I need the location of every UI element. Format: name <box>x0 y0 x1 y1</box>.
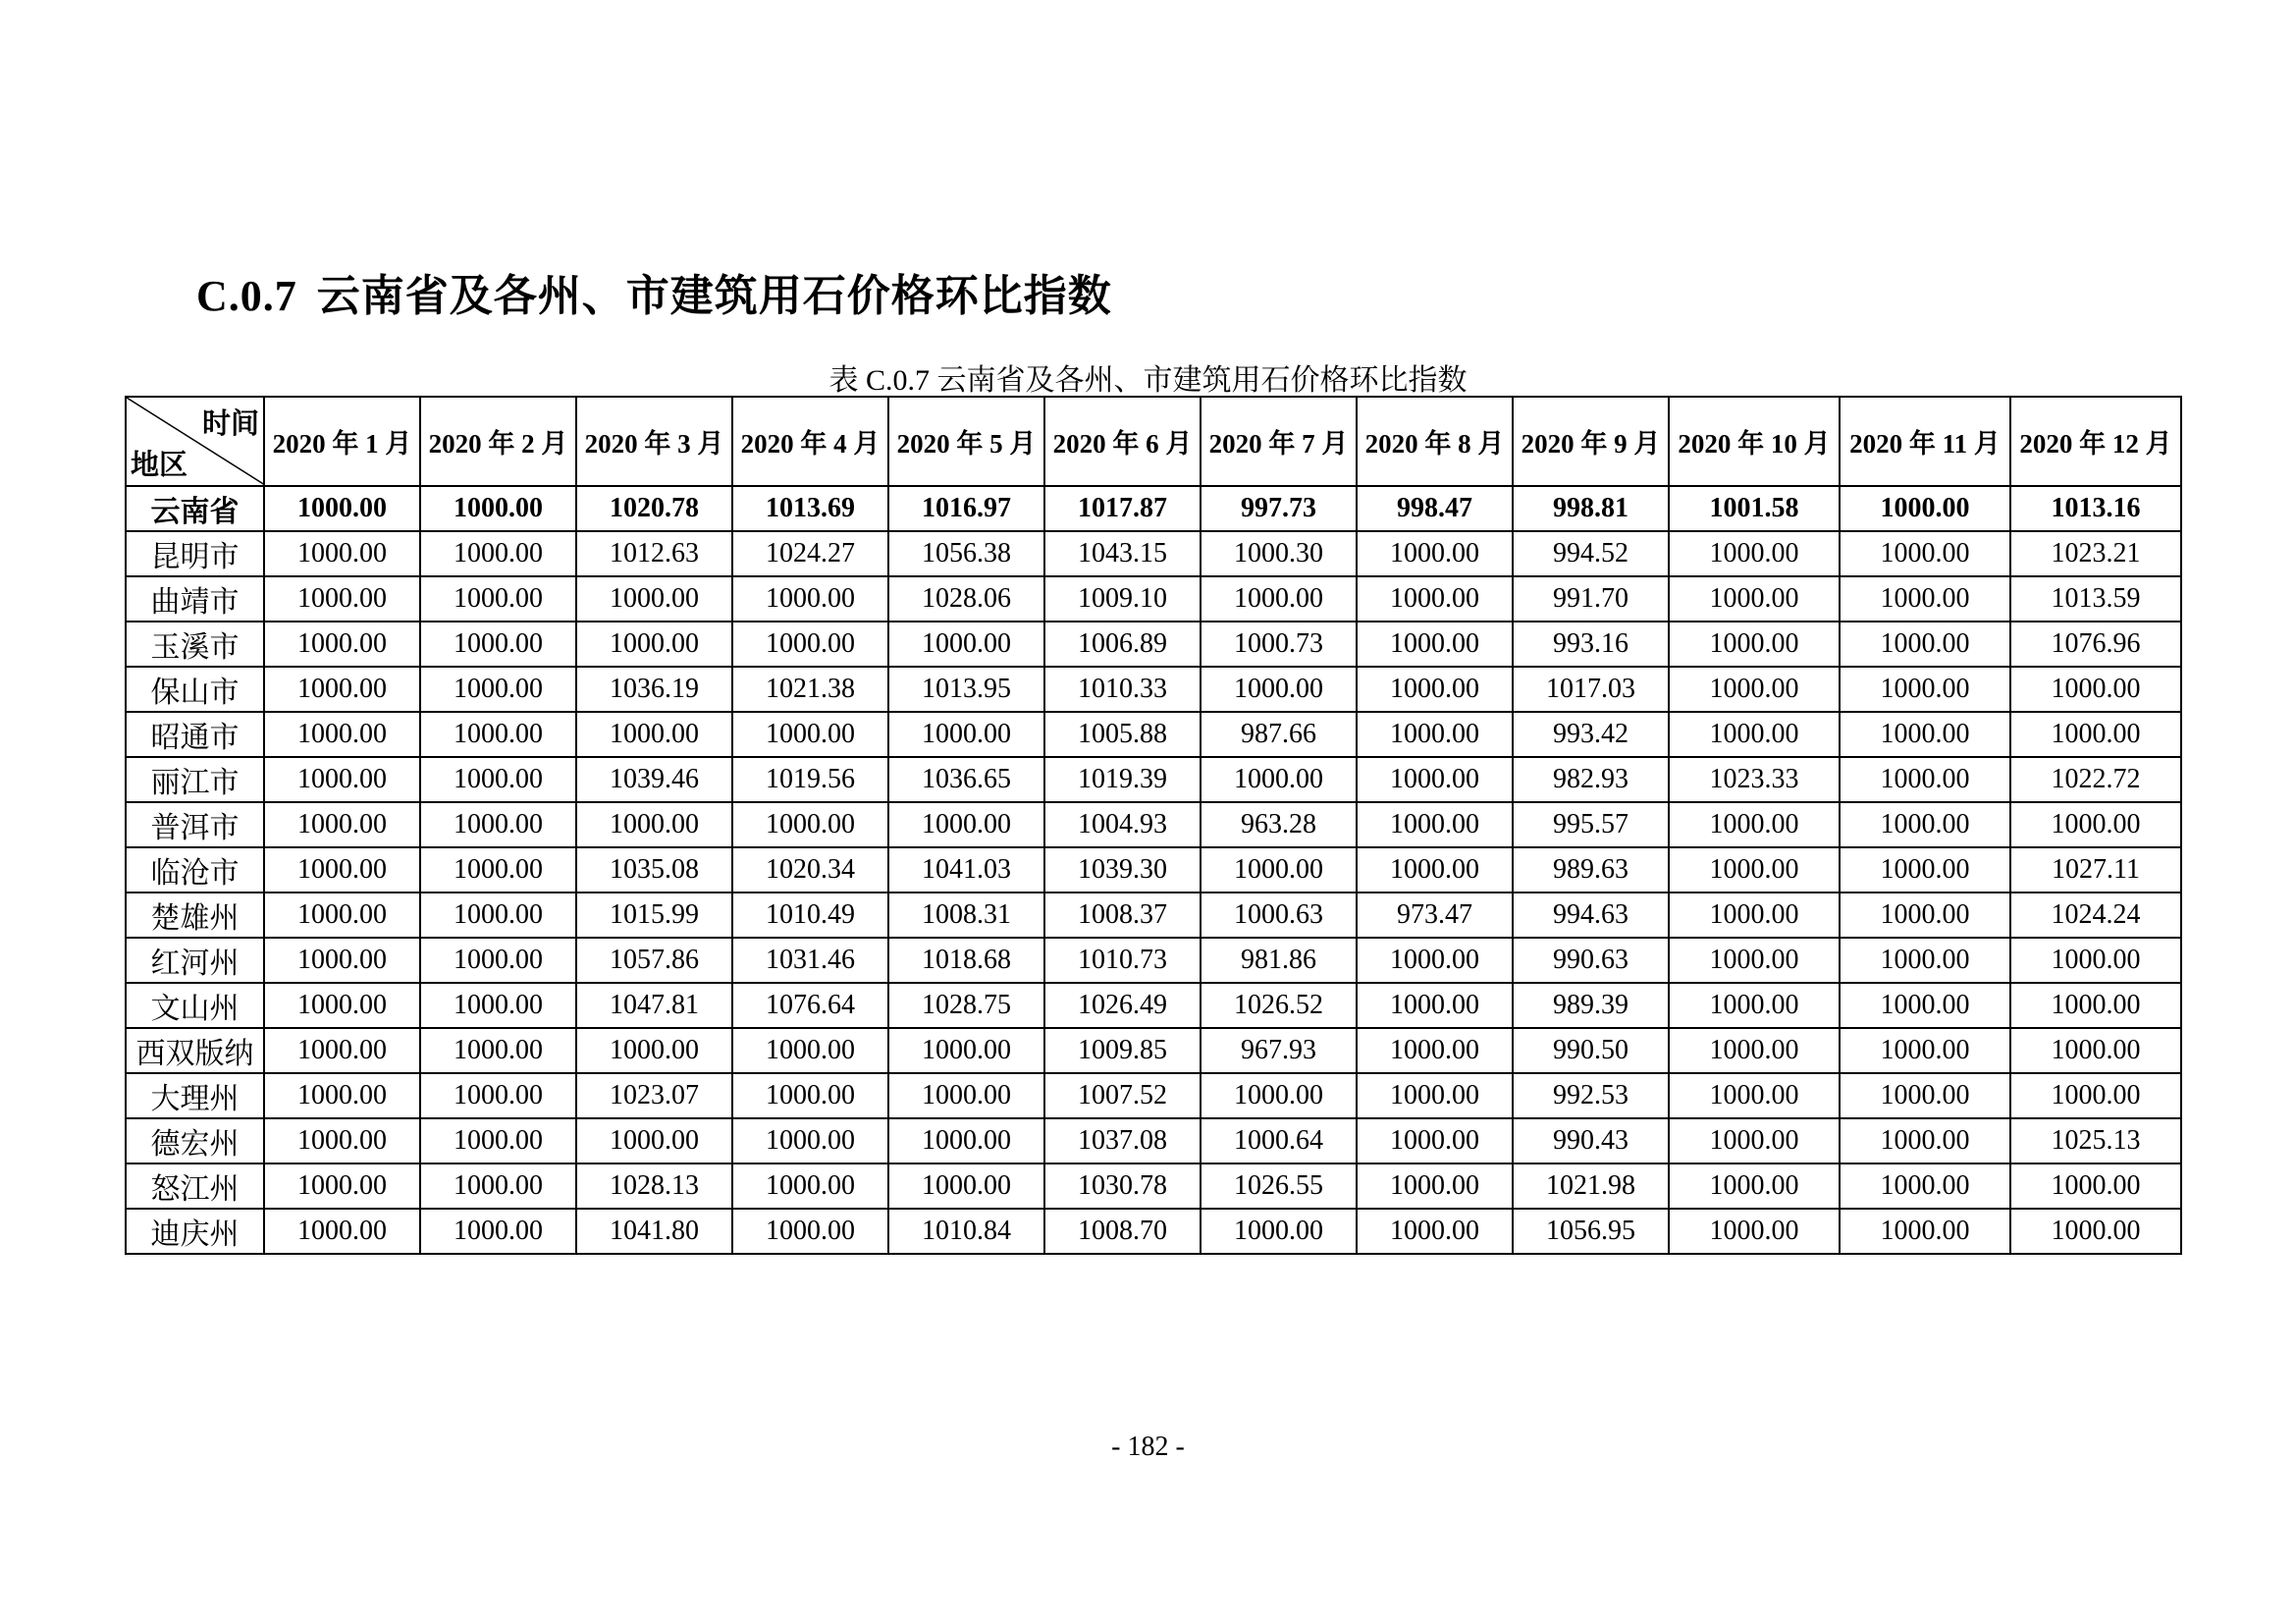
corner-time-label: 时间 <box>201 408 259 440</box>
index-value-cell: 1019.39 <box>1044 757 1201 802</box>
index-value-cell: 1041.03 <box>888 847 1044 893</box>
index-value-cell: 1056.38 <box>888 531 1044 576</box>
index-value-cell: 1000.00 <box>264 1073 420 1118</box>
index-value-cell: 1000.00 <box>1669 802 1840 847</box>
index-value-cell: 1013.16 <box>2010 486 2181 531</box>
index-value-cell: 1010.84 <box>888 1209 1044 1254</box>
column-header: 2020 年 3 月 <box>576 397 732 486</box>
index-value-cell: 1000.00 <box>1840 486 2010 531</box>
index-value-cell: 990.43 <box>1513 1118 1669 1163</box>
index-value-cell: 1000.00 <box>1840 712 2010 757</box>
index-value-cell: 1000.00 <box>888 1073 1044 1118</box>
table-caption: 表 C.0.7 云南省及各州、市建筑用石价格环比指数 <box>828 364 1468 397</box>
index-value-cell: 1028.06 <box>888 576 1044 622</box>
index-value-cell: 1000.00 <box>1840 667 2010 712</box>
index-value-cell: 1000.00 <box>264 893 420 938</box>
index-value-cell: 1000.00 <box>1201 1209 1357 1254</box>
index-value-cell: 1000.00 <box>420 531 576 576</box>
index-value-cell: 1076.96 <box>2010 622 2181 667</box>
index-value-cell: 1000.00 <box>1669 531 1840 576</box>
index-value-cell: 1005.88 <box>1044 712 1201 757</box>
column-header: 2020 年 6 月 <box>1044 397 1201 486</box>
index-value-cell: 1000.00 <box>1357 938 1513 983</box>
index-value-cell: 1000.00 <box>264 1209 420 1254</box>
index-value-cell: 1000.30 <box>1201 531 1357 576</box>
column-header: 2020 年 9 月 <box>1513 397 1669 486</box>
index-value-cell: 1000.00 <box>1357 802 1513 847</box>
index-value-cell: 1000.00 <box>420 757 576 802</box>
index-value-cell: 1000.00 <box>888 1028 1044 1073</box>
index-value-cell: 1000.00 <box>420 486 576 531</box>
index-value-cell: 1000.00 <box>420 1163 576 1209</box>
index-value-cell: 1009.85 <box>1044 1028 1201 1073</box>
region-cell: 红河州 <box>126 938 264 983</box>
index-value-cell: 1000.00 <box>264 1118 420 1163</box>
index-value-cell: 1000.00 <box>264 531 420 576</box>
index-value-cell: 1019.56 <box>732 757 888 802</box>
index-value-cell: 1015.99 <box>576 893 732 938</box>
index-value-cell: 1000.00 <box>420 712 576 757</box>
index-value-cell: 1000.00 <box>1201 667 1357 712</box>
index-value-cell: 1022.72 <box>2010 757 2181 802</box>
index-value-cell: 1000.00 <box>264 576 420 622</box>
index-value-cell: 1000.00 <box>2010 802 2181 847</box>
index-value-cell: 1000.00 <box>420 667 576 712</box>
index-value-cell: 1000.00 <box>1840 983 2010 1028</box>
index-value-cell: 1039.30 <box>1044 847 1201 893</box>
index-value-cell: 1000.00 <box>732 622 888 667</box>
index-value-cell: 1035.08 <box>576 847 732 893</box>
table-row <box>126 531 2181 576</box>
region-cell: 曲靖市 <box>126 576 264 622</box>
region-cell: 丽江市 <box>126 757 264 802</box>
index-value-cell: 1000.00 <box>1840 531 2010 576</box>
column-header: 2020 年 12 月 <box>2010 397 2181 486</box>
index-value-cell: 1027.11 <box>2010 847 2181 893</box>
index-value-cell: 1000.00 <box>1669 1028 1840 1073</box>
index-value-cell: 1000.00 <box>1840 1028 2010 1073</box>
index-value-cell: 1007.52 <box>1044 1073 1201 1118</box>
index-value-cell: 967.93 <box>1201 1028 1357 1073</box>
index-value-cell: 998.47 <box>1357 486 1513 531</box>
region-cell: 临沧市 <box>126 847 264 893</box>
index-value-cell: 1000.00 <box>264 757 420 802</box>
index-value-cell: 1000.73 <box>1201 622 1357 667</box>
index-value-cell: 1000.00 <box>1201 1073 1357 1118</box>
index-value-cell: 1000.00 <box>1357 1163 1513 1209</box>
index-value-cell: 992.53 <box>1513 1073 1669 1118</box>
page-number: - 182 - <box>1111 1432 1185 1462</box>
table-body <box>126 486 2181 1254</box>
index-value-cell: 1013.69 <box>732 486 888 531</box>
index-value-cell: 1026.49 <box>1044 983 1201 1028</box>
index-value-cell: 1000.00 <box>1669 1073 1840 1118</box>
index-value-cell: 1000.00 <box>732 712 888 757</box>
index-value-cell: 1000.00 <box>732 1209 888 1254</box>
column-header: 2020 年 2 月 <box>420 397 576 486</box>
region-cell: 大理州 <box>126 1073 264 1118</box>
index-value-cell: 1000.00 <box>2010 1163 2181 1209</box>
index-value-cell: 1000.00 <box>420 802 576 847</box>
index-value-cell: 1000.64 <box>1201 1118 1357 1163</box>
index-value-cell: 1023.33 <box>1669 757 1840 802</box>
index-value-cell: 1000.63 <box>1201 893 1357 938</box>
index-value-cell: 1000.00 <box>732 1073 888 1118</box>
index-value-cell: 1000.00 <box>1357 576 1513 622</box>
index-value-cell: 1026.52 <box>1201 983 1357 1028</box>
header-row <box>126 397 2181 486</box>
index-value-cell: 1006.89 <box>1044 622 1201 667</box>
index-value-cell: 1023.21 <box>2010 531 2181 576</box>
index-value-cell: 1017.03 <box>1513 667 1669 712</box>
index-value-cell: 1009.10 <box>1044 576 1201 622</box>
index-value-cell: 1039.46 <box>576 757 732 802</box>
index-value-cell: 1000.00 <box>420 847 576 893</box>
index-value-cell: 1000.00 <box>264 802 420 847</box>
index-value-cell: 1030.78 <box>1044 1163 1201 1209</box>
index-value-cell: 1000.00 <box>1840 1073 2010 1118</box>
index-value-cell: 993.42 <box>1513 712 1669 757</box>
table-row <box>126 576 2181 622</box>
section-title-text: 云南省及各州、市建筑用石价格环比指数 <box>316 272 1112 320</box>
index-value-cell: 1000.00 <box>1357 847 1513 893</box>
index-value-cell: 1000.00 <box>264 622 420 667</box>
index-value-cell: 1000.00 <box>576 802 732 847</box>
column-header: 2020 年 4 月 <box>732 397 888 486</box>
table-row <box>126 1118 2181 1163</box>
index-value-cell: 1000.00 <box>576 712 732 757</box>
index-value-cell: 1056.95 <box>1513 1209 1669 1254</box>
index-value-cell: 1000.00 <box>420 1028 576 1073</box>
index-value-cell: 1000.00 <box>1840 1163 2010 1209</box>
region-cell: 楚雄州 <box>126 893 264 938</box>
index-value-cell: 1000.00 <box>2010 983 2181 1028</box>
region-cell: 德宏州 <box>126 1118 264 1163</box>
index-value-cell: 998.81 <box>1513 486 1669 531</box>
index-value-cell: 1000.00 <box>264 1028 420 1073</box>
index-value-cell: 1000.00 <box>1840 893 2010 938</box>
index-value-cell: 987.66 <box>1201 712 1357 757</box>
index-value-cell: 1000.00 <box>1357 667 1513 712</box>
index-value-cell: 1000.00 <box>576 1118 732 1163</box>
index-value-cell: 1000.00 <box>2010 1209 2181 1254</box>
section-heading <box>196 260 1112 323</box>
index-value-cell: 1000.00 <box>1357 1028 1513 1073</box>
index-value-cell: 1010.73 <box>1044 938 1201 983</box>
index-value-cell: 1000.00 <box>2010 938 2181 983</box>
index-value-cell: 990.63 <box>1513 938 1669 983</box>
index-value-cell: 1000.00 <box>1357 622 1513 667</box>
index-value-cell: 1000.00 <box>420 1073 576 1118</box>
column-header: 2020 年 5 月 <box>888 397 1044 486</box>
index-value-cell: 1000.00 <box>732 1118 888 1163</box>
index-value-cell: 1000.00 <box>2010 1073 2181 1118</box>
index-value-cell: 989.63 <box>1513 847 1669 893</box>
table-row <box>126 486 2181 531</box>
index-value-cell: 1000.00 <box>1669 712 1840 757</box>
index-value-cell: 1047.81 <box>576 983 732 1028</box>
index-value-cell: 963.28 <box>1201 802 1357 847</box>
index-value-cell: 1000.00 <box>1357 1118 1513 1163</box>
index-value-cell: 1017.87 <box>1044 486 1201 531</box>
index-value-cell: 1001.58 <box>1669 486 1840 531</box>
index-value-cell: 1000.00 <box>576 622 732 667</box>
index-value-cell: 1004.93 <box>1044 802 1201 847</box>
index-value-cell: 1000.00 <box>1669 1163 1840 1209</box>
index-value-cell: 1000.00 <box>420 1209 576 1254</box>
index-value-cell: 1000.00 <box>888 712 1044 757</box>
column-header: 2020 年 8 月 <box>1357 397 1513 486</box>
index-value-cell: 1000.00 <box>420 938 576 983</box>
table-row <box>126 1073 2181 1118</box>
table-row <box>126 893 2181 938</box>
index-value-cell: 1000.00 <box>576 576 732 622</box>
index-value-cell: 1000.00 <box>732 802 888 847</box>
index-value-cell: 1000.00 <box>1669 622 1840 667</box>
region-cell: 文山州 <box>126 983 264 1028</box>
index-value-cell: 1000.00 <box>1201 847 1357 893</box>
index-value-cell: 993.16 <box>1513 622 1669 667</box>
index-value-cell: 1000.00 <box>1840 1118 2010 1163</box>
table-row <box>126 712 2181 757</box>
index-value-cell: 1000.00 <box>1669 1209 1840 1254</box>
region-cell: 迪庆州 <box>126 1209 264 1254</box>
index-value-cell: 1000.00 <box>1669 847 1840 893</box>
index-value-cell: 1000.00 <box>264 486 420 531</box>
index-value-cell: 1000.00 <box>264 938 420 983</box>
index-value-cell: 1010.33 <box>1044 667 1201 712</box>
index-value-cell: 1000.00 <box>1840 847 2010 893</box>
index-value-cell: 1000.00 <box>264 983 420 1028</box>
index-value-cell: 1000.00 <box>1357 712 1513 757</box>
index-value-cell: 1000.00 <box>1669 576 1840 622</box>
index-value-cell: 1020.34 <box>732 847 888 893</box>
index-value-cell: 1013.59 <box>2010 576 2181 622</box>
index-value-cell: 1000.00 <box>420 893 576 938</box>
index-value-cell: 1000.00 <box>264 667 420 712</box>
index-value-cell: 1000.00 <box>1201 576 1357 622</box>
index-value-cell: 1000.00 <box>264 847 420 893</box>
column-header: 2020 年 11 月 <box>1840 397 2010 486</box>
region-cell: 普洱市 <box>126 802 264 847</box>
index-value-cell: 991.70 <box>1513 576 1669 622</box>
index-value-cell: 1000.00 <box>1357 983 1513 1028</box>
index-value-cell: 1008.31 <box>888 893 1044 938</box>
index-value-cell: 1000.00 <box>420 983 576 1028</box>
column-header: 2020 年 7 月 <box>1201 397 1357 486</box>
index-value-cell: 990.50 <box>1513 1028 1669 1073</box>
index-value-cell: 1000.00 <box>2010 1028 2181 1073</box>
index-value-cell: 1000.00 <box>888 802 1044 847</box>
index-value-cell: 1000.00 <box>888 1118 1044 1163</box>
table-row <box>126 667 2181 712</box>
index-value-cell: 1000.00 <box>1669 1118 1840 1163</box>
index-value-cell: 1000.00 <box>420 1118 576 1163</box>
index-value-cell: 1016.97 <box>888 486 1044 531</box>
index-value-cell: 1020.78 <box>576 486 732 531</box>
index-value-cell: 982.93 <box>1513 757 1669 802</box>
index-value-cell: 1000.00 <box>1669 983 1840 1028</box>
index-value-cell: 1008.70 <box>1044 1209 1201 1254</box>
index-value-cell: 981.86 <box>1201 938 1357 983</box>
table-row <box>126 622 2181 667</box>
index-value-cell: 1041.80 <box>576 1209 732 1254</box>
index-value-cell: 1023.07 <box>576 1073 732 1118</box>
index-value-cell: 1024.24 <box>2010 893 2181 938</box>
price-index-table <box>125 396 2182 1255</box>
index-value-cell: 1021.98 <box>1513 1163 1669 1209</box>
index-value-cell: 1000.00 <box>264 1163 420 1209</box>
index-value-cell: 1000.00 <box>1201 757 1357 802</box>
index-value-cell: 1018.68 <box>888 938 1044 983</box>
region-cell: 昭通市 <box>126 712 264 757</box>
index-value-cell: 1028.75 <box>888 983 1044 1028</box>
table-row <box>126 1163 2181 1209</box>
index-value-cell: 1000.00 <box>2010 667 2181 712</box>
region-cell: 怒江州 <box>126 1163 264 1209</box>
index-value-cell: 1037.08 <box>1044 1118 1201 1163</box>
table-row <box>126 757 2181 802</box>
index-value-cell: 1000.00 <box>1669 938 1840 983</box>
index-value-cell: 1025.13 <box>2010 1118 2181 1163</box>
table-row <box>126 1028 2181 1073</box>
index-value-cell: 1036.19 <box>576 667 732 712</box>
index-value-cell: 1000.00 <box>732 1163 888 1209</box>
table-row <box>126 847 2181 893</box>
index-value-cell: 1000.00 <box>1357 531 1513 576</box>
region-cell: 保山市 <box>126 667 264 712</box>
table-row <box>126 983 2181 1028</box>
index-value-cell: 1000.00 <box>1840 576 2010 622</box>
index-value-cell: 1000.00 <box>1357 1073 1513 1118</box>
table-row <box>126 938 2181 983</box>
index-value-cell: 1000.00 <box>732 1028 888 1073</box>
index-value-cell: 1000.00 <box>732 576 888 622</box>
index-value-cell: 995.57 <box>1513 802 1669 847</box>
region-cell: 昆明市 <box>126 531 264 576</box>
column-header: 2020 年 1 月 <box>264 397 420 486</box>
index-value-cell: 1031.46 <box>732 938 888 983</box>
index-value-cell: 1036.65 <box>888 757 1044 802</box>
index-value-cell: 1000.00 <box>1840 1209 2010 1254</box>
index-value-cell: 1000.00 <box>420 576 576 622</box>
index-value-cell: 1057.86 <box>576 938 732 983</box>
index-value-cell: 1024.27 <box>732 531 888 576</box>
index-value-cell: 997.73 <box>1201 486 1357 531</box>
corner-header-cell <box>126 397 264 486</box>
index-value-cell: 1000.00 <box>576 1028 732 1073</box>
index-value-cell: 1000.00 <box>1840 622 2010 667</box>
index-value-cell: 1008.37 <box>1044 893 1201 938</box>
index-value-cell: 1000.00 <box>888 622 1044 667</box>
table-row <box>126 802 2181 847</box>
table-row <box>126 1209 2181 1254</box>
index-value-cell: 994.63 <box>1513 893 1669 938</box>
region-cell: 西双版纳 <box>126 1028 264 1073</box>
index-value-cell: 1000.00 <box>1357 757 1513 802</box>
index-value-cell: 1000.00 <box>1669 893 1840 938</box>
index-value-cell: 1043.15 <box>1044 531 1201 576</box>
index-value-cell: 1026.55 <box>1201 1163 1357 1209</box>
index-value-cell: 1000.00 <box>264 712 420 757</box>
column-header: 2020 年 10 月 <box>1669 397 1840 486</box>
index-value-cell: 1000.00 <box>888 1163 1044 1209</box>
index-value-cell: 1000.00 <box>420 622 576 667</box>
index-value-cell: 1013.95 <box>888 667 1044 712</box>
section-code: C.0.7 <box>196 272 297 320</box>
index-value-cell: 1000.00 <box>2010 712 2181 757</box>
index-value-cell: 1000.00 <box>1840 938 2010 983</box>
index-value-cell: 1000.00 <box>1669 667 1840 712</box>
region-cell: 玉溪市 <box>126 622 264 667</box>
corner-region-label: 地区 <box>131 450 188 481</box>
index-value-cell: 1000.00 <box>1840 802 2010 847</box>
index-value-cell: 1028.13 <box>576 1163 732 1209</box>
index-value-cell: 1076.64 <box>732 983 888 1028</box>
index-value-cell: 994.52 <box>1513 531 1669 576</box>
index-value-cell: 1000.00 <box>1357 1209 1513 1254</box>
index-value-cell: 973.47 <box>1357 893 1513 938</box>
index-value-cell: 1000.00 <box>1840 757 2010 802</box>
index-value-cell: 1010.49 <box>732 893 888 938</box>
index-value-cell: 1012.63 <box>576 531 732 576</box>
region-cell: 云南省 <box>126 486 264 531</box>
index-value-cell: 989.39 <box>1513 983 1669 1028</box>
index-value-cell: 1021.38 <box>732 667 888 712</box>
